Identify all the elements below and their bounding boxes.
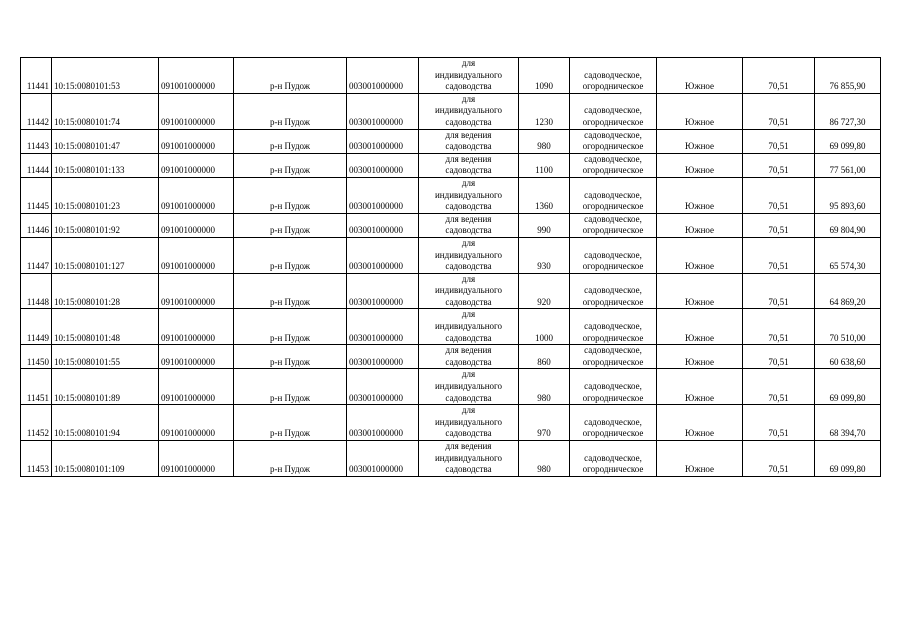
area-cell: 1360 — [519, 177, 570, 213]
land-category-cell — [570, 129, 657, 153]
district-cell: р-н Пудож — [234, 345, 347, 369]
permitted-use-line: для — [461, 58, 476, 68]
zone-cell: Южное — [657, 345, 743, 369]
table-row — [21, 441, 881, 477]
row-number-cell: 11442 — [21, 93, 52, 129]
cadastral-cost-cell: 70 510,00 — [815, 309, 881, 345]
specific-value-cell: 70,51 — [743, 369, 815, 405]
specific-value-cell: 70,51 — [743, 177, 815, 213]
okato-code-cell: 091001000000 — [159, 441, 234, 477]
specific-value-cell: 70,51 — [743, 345, 815, 369]
land-category-cell — [570, 153, 657, 177]
permitted-use-cell — [419, 405, 519, 441]
okato-code-cell: 091001000000 — [159, 369, 234, 405]
permitted-use-line: садоводства — [445, 201, 492, 212]
land-category-line: огородническое — [582, 165, 644, 176]
permitted-use-line: индивидуального — [434, 381, 502, 392]
row-number-cell: 11441 — [21, 58, 52, 94]
permitted-use-line: садоводства — [445, 356, 492, 367]
land-category-line: огородническое — [582, 225, 644, 236]
table-row — [21, 273, 881, 309]
land-category-line: огородническое — [582, 116, 644, 127]
land-category-cell — [570, 213, 657, 237]
table-row — [21, 405, 881, 441]
permitted-use-cell — [419, 441, 519, 477]
permitted-use-line: для — [461, 177, 476, 188]
cadastral-number-cell: 10:15:0080101:133 — [52, 153, 159, 177]
permitted-use-cell — [419, 237, 519, 273]
permitted-use-line: для — [461, 369, 476, 380]
land-category-line: садоводческое, — [584, 345, 642, 356]
area-cell: 980 — [519, 441, 570, 477]
district-cell: р-н Пудож — [234, 405, 347, 441]
land-category-cell — [570, 441, 657, 477]
area-cell: 920 — [519, 273, 570, 309]
row-number-cell: 11446 — [21, 213, 52, 237]
cadastral-number-cell: 10:15:0080101:23 — [52, 177, 159, 213]
cadastral-cost-cell: 64 869,20 — [815, 273, 881, 309]
permitted-use-cell — [419, 309, 519, 345]
okato-code-cell: 091001000000 — [159, 58, 234, 94]
cadastral-number-cell: 10:15:0080101:48 — [52, 309, 159, 345]
permitted-use-line: индивидуального — [434, 321, 502, 332]
land-category-cell — [570, 309, 657, 345]
specific-value-cell: 70,51 — [743, 129, 815, 153]
permitted-use-line: индивидуального — [434, 105, 502, 116]
permitted-use-line: для ведения — [445, 213, 492, 224]
table-row — [21, 93, 881, 129]
permitted-use-line: садоводства — [445, 296, 492, 307]
okato-code-cell: 091001000000 — [159, 93, 234, 129]
area-cell: 980 — [519, 369, 570, 405]
specific-value-cell: 70,51 — [743, 441, 815, 477]
cadastral-cost-cell: 69 099,80 — [815, 441, 881, 477]
okato-code-cell: 091001000000 — [159, 405, 234, 441]
permitted-use-line: садоводства — [445, 428, 492, 439]
land-category-line: огородническое — [582, 464, 644, 475]
oktmo-code-cell: 003001000000 — [347, 309, 419, 345]
land-category-cell — [570, 369, 657, 405]
permitted-use-cell — [419, 93, 519, 129]
permitted-use-line: индивидуального — [434, 416, 502, 427]
specific-value-cell: 70,51 — [743, 273, 815, 309]
permitted-use-line: садоводства — [445, 81, 492, 92]
land-category-line: садоводческое, — [584, 416, 642, 427]
table-row — [21, 213, 881, 237]
oktmo-code-cell: 003001000000 — [347, 369, 419, 405]
permitted-use-cell — [419, 177, 519, 213]
zone-cell: Южное — [657, 273, 743, 309]
zone-cell: Южное — [657, 405, 743, 441]
land-category-cell — [570, 345, 657, 369]
oktmo-code-cell: 003001000000 — [347, 177, 419, 213]
permitted-use-line: для — [461, 309, 476, 320]
district-cell: р-н Пудож — [234, 237, 347, 273]
okato-code-cell: 091001000000 — [159, 309, 234, 345]
row-number-cell: 11448 — [21, 273, 52, 309]
area-cell: 1100 — [519, 153, 570, 177]
land-category-line: огородническое — [582, 201, 644, 212]
permitted-use-line: для — [461, 237, 476, 248]
permitted-use-line: индивидуального — [434, 69, 502, 80]
area-cell: 1230 — [519, 93, 570, 129]
permitted-use-line: садоводства — [445, 116, 492, 127]
cadastral-cost-cell: 69 804,90 — [815, 213, 881, 237]
district-cell: р-н Пудож — [234, 153, 347, 177]
area-cell: 990 — [519, 213, 570, 237]
cadastral-cost-cell: 76 855,90 — [815, 58, 881, 94]
okato-code-cell: 091001000000 — [159, 237, 234, 273]
land-category-cell — [570, 273, 657, 309]
specific-value-cell: 70,51 — [743, 237, 815, 273]
land-category-line: садоводческое, — [584, 129, 642, 140]
oktmo-code-cell: 003001000000 — [347, 237, 419, 273]
zone-cell: Южное — [657, 213, 743, 237]
permitted-use-line: для ведения — [445, 129, 492, 140]
land-category-cell — [570, 93, 657, 129]
district-cell: р-н Пудож — [234, 369, 347, 405]
oktmo-code-cell: 003001000000 — [347, 213, 419, 237]
land-category-line: огородническое — [582, 428, 644, 439]
land-category-line: садоводческое, — [584, 69, 642, 80]
permitted-use-line: садоводства — [445, 141, 492, 152]
row-number-cell: 11444 — [21, 153, 52, 177]
cadastral-cost-cell: 69 099,80 — [815, 369, 881, 405]
area-cell: 980 — [519, 129, 570, 153]
cadastral-cost-cell: 69 099,80 — [815, 129, 881, 153]
permitted-use-line: садоводства — [445, 332, 492, 343]
land-category-line: садоводческое, — [584, 189, 642, 200]
cadastral-number-cell: 10:15:0080101:89 — [52, 369, 159, 405]
row-number-cell: 11445 — [21, 177, 52, 213]
cadastral-cost-cell: 95 893,60 — [815, 177, 881, 213]
specific-value-cell: 70,51 — [743, 213, 815, 237]
permitted-use-line: садоводства — [445, 392, 492, 403]
district-cell: р-н Пудож — [234, 273, 347, 309]
okato-code-cell: 091001000000 — [159, 177, 234, 213]
land-category-line: садоводческое, — [584, 213, 642, 224]
land-category-line: огородническое — [582, 261, 644, 272]
land-category-line: садоводческое, — [584, 321, 642, 332]
oktmo-code-cell: 003001000000 — [347, 405, 419, 441]
zone-cell: Южное — [657, 153, 743, 177]
permitted-use-line: для — [461, 405, 476, 416]
land-category-line: садоводческое, — [584, 452, 642, 463]
cadastral-number-cell: 10:15:0080101:53 — [52, 58, 159, 94]
permitted-use-line: для ведения — [445, 441, 492, 451]
table-row — [21, 369, 881, 405]
table-row — [21, 153, 881, 177]
area-cell: 860 — [519, 345, 570, 369]
district-cell: р-н Пудож — [234, 93, 347, 129]
district-cell: р-н Пудож — [234, 129, 347, 153]
cadastral-number-cell: 10:15:0080101:55 — [52, 345, 159, 369]
zone-cell: Южное — [657, 177, 743, 213]
district-cell: р-н Пудож — [234, 441, 347, 477]
land-category-cell — [570, 405, 657, 441]
cadastral-number-cell: 10:15:0080101:127 — [52, 237, 159, 273]
district-cell: р-н Пудож — [234, 309, 347, 345]
cadastral-cost-cell: 68 394,70 — [815, 405, 881, 441]
area-cell: 1090 — [519, 58, 570, 94]
permitted-use-cell — [419, 273, 519, 309]
okato-code-cell: 091001000000 — [159, 129, 234, 153]
oktmo-code-cell: 003001000000 — [347, 58, 419, 94]
row-number-cell: 11451 — [21, 369, 52, 405]
table-row — [21, 309, 881, 345]
area-cell: 1000 — [519, 309, 570, 345]
okato-code-cell: 091001000000 — [159, 345, 234, 369]
permitted-use-cell — [419, 58, 519, 94]
row-number-cell: 11443 — [21, 129, 52, 153]
permitted-use-line: для ведения — [445, 345, 492, 356]
permitted-use-cell — [419, 153, 519, 177]
cadastral-number-cell: 10:15:0080101:92 — [52, 213, 159, 237]
row-number-cell: 11450 — [21, 345, 52, 369]
district-cell: р-н Пудож — [234, 213, 347, 237]
cadastral-number-cell: 10:15:0080101:74 — [52, 93, 159, 129]
okato-code-cell: 091001000000 — [159, 273, 234, 309]
land-category-line: огородническое — [582, 392, 644, 403]
permitted-use-line: индивидуального — [434, 189, 502, 200]
zone-cell: Южное — [657, 441, 743, 477]
oktmo-code-cell: 003001000000 — [347, 273, 419, 309]
specific-value-cell: 70,51 — [743, 309, 815, 345]
oktmo-code-cell: 003001000000 — [347, 93, 419, 129]
cadastral-cost-cell: 77 561,00 — [815, 153, 881, 177]
area-cell: 930 — [519, 237, 570, 273]
oktmo-code-cell: 003001000000 — [347, 345, 419, 369]
table-row — [21, 58, 881, 94]
cadastral-cost-cell: 60 638,60 — [815, 345, 881, 369]
land-category-line: огородническое — [582, 141, 644, 152]
permitted-use-line: садоводства — [445, 261, 492, 272]
table-row — [21, 129, 881, 153]
permitted-use-line: садоводства — [445, 225, 492, 236]
permitted-use-cell — [419, 369, 519, 405]
specific-value-cell: 70,51 — [743, 93, 815, 129]
permitted-use-line: индивидуального — [434, 285, 502, 296]
zone-cell: Южное — [657, 129, 743, 153]
table-row — [21, 237, 881, 273]
row-number-cell: 11453 — [21, 441, 52, 477]
oktmo-code-cell: 003001000000 — [347, 441, 419, 477]
land-category-line: огородническое — [582, 296, 644, 307]
land-category-cell — [570, 177, 657, 213]
oktmo-code-cell: 003001000000 — [347, 153, 419, 177]
permitted-use-cell — [419, 345, 519, 369]
permitted-use-line: садоводства — [445, 464, 492, 475]
land-category-line: садоводческое, — [584, 249, 642, 260]
cadastral-cost-cell: 65 574,30 — [815, 237, 881, 273]
land-parcel-table — [20, 57, 881, 477]
cadastral-cost-cell: 86 727,30 — [815, 93, 881, 129]
table-row — [21, 345, 881, 369]
land-category-line: огородническое — [582, 332, 644, 343]
area-cell: 970 — [519, 405, 570, 441]
permitted-use-cell — [419, 213, 519, 237]
land-category-line: садоводческое, — [584, 105, 642, 116]
oktmo-code-cell: 003001000000 — [347, 129, 419, 153]
land-category-line: огородническое — [582, 356, 644, 367]
land-category-line: садоводческое, — [584, 285, 642, 296]
permitted-use-line: индивидуального — [434, 249, 502, 260]
permitted-use-cell — [419, 129, 519, 153]
okato-code-cell: 091001000000 — [159, 213, 234, 237]
permitted-use-line: для — [461, 93, 476, 104]
land-category-line: огородническое — [582, 81, 644, 92]
row-number-cell: 11452 — [21, 405, 52, 441]
zone-cell: Южное — [657, 237, 743, 273]
cadastral-number-cell: 10:15:0080101:28 — [52, 273, 159, 309]
cadastral-number-cell: 10:15:0080101:94 — [52, 405, 159, 441]
land-category-line: садоводческое, — [584, 153, 642, 164]
land-category-line: садоводческое, — [584, 381, 642, 392]
zone-cell: Южное — [657, 369, 743, 405]
permitted-use-line: для — [461, 273, 476, 284]
land-category-cell — [570, 58, 657, 94]
land-category-cell — [570, 237, 657, 273]
cadastral-number-cell: 10:15:0080101:109 — [52, 441, 159, 477]
permitted-use-line: индивидуального — [434, 452, 502, 463]
zone-cell: Южное — [657, 309, 743, 345]
okato-code-cell: 091001000000 — [159, 153, 234, 177]
district-cell: р-н Пудож — [234, 58, 347, 94]
row-number-cell: 11447 — [21, 237, 52, 273]
specific-value-cell: 70,51 — [743, 153, 815, 177]
specific-value-cell: 70,51 — [743, 58, 815, 94]
table-row — [21, 177, 881, 213]
zone-cell: Южное — [657, 93, 743, 129]
permitted-use-line: для ведения — [445, 153, 492, 164]
specific-value-cell: 70,51 — [743, 405, 815, 441]
zone-cell: Южное — [657, 58, 743, 94]
district-cell: р-н Пудож — [234, 177, 347, 213]
cadastral-number-cell: 10:15:0080101:47 — [52, 129, 159, 153]
row-number-cell: 11449 — [21, 309, 52, 345]
permitted-use-line: садоводства — [445, 165, 492, 176]
